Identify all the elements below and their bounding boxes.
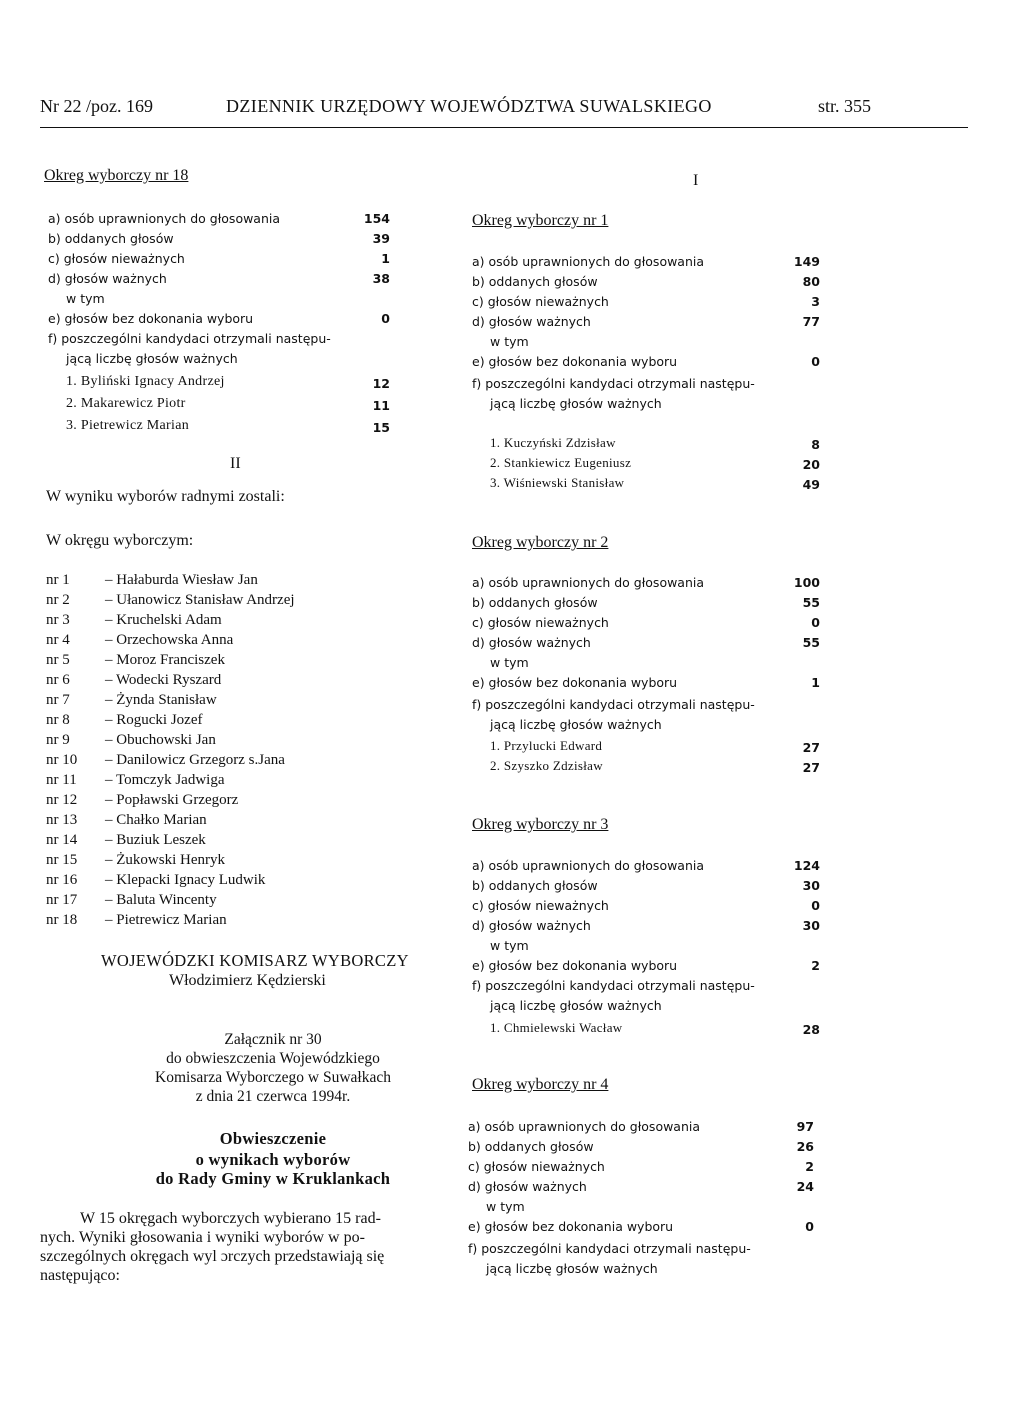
stat-value: 0 — [811, 898, 820, 913]
stat-value: 2 — [811, 958, 820, 973]
stat-value: 77 — [802, 314, 820, 329]
candidate-votes: 27 — [802, 740, 820, 755]
stat-value: 0 — [811, 615, 820, 630]
elected-nr: nr 12 — [46, 792, 78, 808]
stat-label: w tym — [486, 1199, 525, 1214]
notice-line: o wynikach wyborów — [195, 1150, 351, 1169]
stat-label: a) osób uprawnionych do głosowania — [472, 858, 705, 873]
district-4-title: Okreg wyborczy nr 4 — [472, 1076, 609, 1093]
stat-label: f) poszczególni kandydaci otrzymali następu- — [472, 978, 755, 993]
section-i-label: I — [693, 172, 699, 189]
stat-label: a) osób uprawnionych do głosowania — [468, 1119, 701, 1134]
intro-line: szczególnych okręgach wyl ɔrczych przedstawiają się — [40, 1248, 385, 1265]
candidate-votes: 27 — [802, 760, 820, 775]
elected-name: – Rogucki Jozef — [105, 712, 203, 728]
candidate-votes: 49 — [802, 477, 820, 492]
elected-name: – Kruchelski Adam — [105, 612, 222, 628]
stat-value: 1 — [381, 251, 390, 266]
stat-label: b) oddanych głosów — [472, 878, 598, 893]
elected-name: – Żynda Stanisław — [105, 692, 217, 708]
candidate-votes: 11 — [372, 398, 390, 413]
stat-label: a) osób uprawnionych do głosowania — [472, 575, 705, 590]
stat-label: e) głosów bez dokonania wyboru — [472, 958, 678, 973]
elected-nr: nr 2 — [46, 592, 70, 608]
stat-value: 55 — [802, 595, 820, 610]
stat-label: c) głosów nieważnych — [48, 251, 185, 266]
stat-value: 0 — [805, 1219, 814, 1234]
elected-nr: nr 16 — [46, 872, 78, 888]
stat-label: a) osób uprawnionych do głosowania — [48, 211, 281, 226]
elected-name: – Żukowski Henryk — [105, 852, 225, 868]
stat-label: f) poszczególni kandydaci otrzymali następu- — [472, 376, 755, 391]
stat-label: c) głosów nieważnych — [472, 615, 609, 630]
stat-label: f) poszczególni kandydaci otrzymali następu- — [48, 331, 331, 346]
header-rule — [40, 127, 968, 128]
stat-value: 124 — [793, 858, 820, 873]
stat-label: jącą liczbę głosów ważnych — [486, 1261, 658, 1276]
stat-label: f) poszczególni kandydaci otrzymali następu- — [472, 697, 755, 712]
elected-name: – Danilowicz Grzegorz s.Jana — [105, 752, 285, 768]
candidate-name: 1. Kuczyński Zdzisław — [490, 435, 616, 450]
elected-name: – Wodecki Ryszard — [105, 672, 222, 688]
annex-line: do obwieszczenia Wojewódzkiego — [166, 1050, 380, 1067]
elected-name: – Popławski Grzegorz — [105, 792, 239, 808]
elected-nr: nr 17 — [46, 892, 78, 908]
district-1-title: Okreg wyborczy nr 1 — [472, 212, 609, 229]
elected-name: – Buziuk Leszek — [105, 832, 206, 848]
stat-label: c) głosów nieważnych — [468, 1159, 605, 1174]
elected-nr: nr 5 — [46, 652, 70, 668]
stat-label: b) oddanych głosów — [472, 274, 598, 289]
stat-value: 55 — [802, 635, 820, 650]
commissioner-title: WOJEWÓDZKI KOMISARZ WYBORCZY — [101, 951, 409, 970]
header-journal-title: DZIENNIK URZĘDOWY WOJEWÓDZTWA SUWALSKIEGO — [226, 96, 712, 116]
candidate-votes: 12 — [372, 376, 390, 391]
stat-value: 24 — [796, 1179, 814, 1194]
elected-nr: nr 18 — [46, 912, 78, 928]
stat-value: 26 — [796, 1139, 814, 1154]
elected-intro: W wyniku wyborów radnymi zostali: — [46, 488, 285, 505]
stat-label: d) głosów ważnych — [472, 635, 591, 650]
elected-name: – Klepacki Ignacy Ludwik — [105, 872, 266, 888]
stat-value: 39 — [372, 231, 390, 246]
candidate-name: 3. Wiśniewski Stanisław — [490, 475, 625, 490]
intro-line: nych. Wyniki głosowania i wyniki wyborów w po- — [40, 1229, 365, 1246]
annex-line: Komisarza Wyborczego w Suwałkach — [155, 1069, 391, 1086]
stat-label: c) głosów nieważnych — [472, 898, 609, 913]
stat-label: jącą liczbę głosów ważnych — [490, 998, 662, 1013]
elected-nr: nr 8 — [46, 712, 70, 728]
stat-label: d) głosów ważnych — [472, 314, 591, 329]
elected-nr: nr 14 — [46, 832, 78, 848]
candidate-name: 1. Przylucki Edward — [490, 738, 603, 753]
stat-label: jącą liczbę głosów ważnych — [490, 717, 662, 732]
elected-nr: nr 10 — [46, 752, 78, 768]
candidate-votes: 15 — [372, 420, 390, 435]
stat-value: 3 — [811, 294, 820, 309]
stat-label: jącą liczbę głosów ważnych — [66, 351, 238, 366]
stat-label: e) głosów bez dokonania wyboru — [472, 354, 678, 369]
header-page: str. 355 — [818, 96, 872, 116]
stat-label: w tym — [490, 655, 529, 670]
annex-line: z dnia 21 czerwca 1994r. — [195, 1088, 351, 1105]
stat-value: 100 — [793, 575, 820, 590]
candidate-name: 2. Szyszko Zdzisław — [490, 758, 603, 773]
stat-label: w tym — [490, 938, 529, 953]
stat-label: b) oddanych głosów — [48, 231, 174, 246]
district-18-title: Okreg wyborczy nr 18 — [44, 167, 189, 184]
stat-label: e) głosów bez dokonania wyboru — [468, 1219, 674, 1234]
stat-value: 30 — [802, 878, 820, 893]
stat-value: 1 — [811, 675, 820, 690]
elected-name: – Ułanowicz Stanisław Andrzej — [105, 592, 295, 608]
candidate-name: 2. Makarewicz Piotr — [66, 396, 186, 411]
stat-label: d) głosów ważnych — [48, 271, 167, 286]
stat-value: 97 — [796, 1119, 814, 1134]
stat-label: e) głosów bez dokonania wyboru — [472, 675, 678, 690]
notice-line: Obwieszczenie — [219, 1129, 327, 1148]
elected-name: – Baluta Wincenty — [105, 892, 217, 908]
candidate-votes: 20 — [802, 457, 820, 472]
stat-label: b) oddanych głosów — [472, 595, 598, 610]
stat-value: 149 — [793, 254, 820, 269]
commissioner-name: Włodzimierz Kędzierski — [169, 972, 326, 989]
elected-name: – Moroz Franciszek — [105, 652, 225, 668]
stat-label: b) oddanych głosów — [468, 1139, 594, 1154]
candidate-name: 2. Stankiewicz Eugeniusz — [490, 455, 632, 470]
elected-nr: nr 13 — [46, 812, 78, 828]
elected-name: – Obuchowski Jan — [105, 732, 216, 748]
stat-value: 0 — [811, 354, 820, 369]
stat-value: 154 — [363, 211, 390, 226]
elected-nr: nr 7 — [46, 692, 70, 708]
intro-line: następująco: — [40, 1267, 120, 1284]
stat-label: jącą liczbę głosów ważnych — [490, 396, 662, 411]
elected-name: – Orzechowska Anna — [105, 632, 234, 648]
stat-label: f) poszczególni kandydaci otrzymali następu- — [468, 1241, 751, 1256]
elected-name: – Hałaburda Wiesław Jan — [105, 572, 258, 588]
stat-label: e) głosów bez dokonania wyboru — [48, 311, 254, 326]
elected-name: – Chałko Marian — [105, 812, 207, 828]
candidate-name: 1. Chmielewski Wacław — [490, 1020, 623, 1035]
candidate-votes: 8 — [811, 437, 820, 452]
elected-nr: nr 9 — [46, 732, 70, 748]
elected-nr: nr 3 — [46, 612, 70, 628]
elected-nr: nr 4 — [46, 632, 70, 648]
stat-value: 0 — [381, 311, 390, 326]
stat-value: 30 — [802, 918, 820, 933]
candidate-votes: 28 — [802, 1022, 820, 1037]
district-intro: W okręgu wyborczym: — [46, 532, 194, 549]
stat-value: 38 — [372, 271, 390, 286]
section-ii-label: II — [230, 455, 241, 472]
stat-label: d) głosów ważnych — [472, 918, 591, 933]
stat-value: 2 — [805, 1159, 814, 1174]
candidate-name: 1. Byliński Ignacy Andrzej — [66, 374, 225, 389]
stat-label: c) głosów nieważnych — [472, 294, 609, 309]
stat-label: w tym — [490, 334, 529, 349]
elected-name: – Pietrewicz Marian — [105, 912, 227, 928]
district-3-title: Okreg wyborczy nr 3 — [472, 816, 609, 833]
stat-label: d) głosów ważnych — [468, 1179, 587, 1194]
stat-label: a) osób uprawnionych do głosowania — [472, 254, 705, 269]
elected-nr: nr 6 — [46, 672, 70, 688]
elected-nr: nr 15 — [46, 852, 78, 868]
candidate-name: 3. Pietrewicz Marian — [66, 418, 190, 433]
annex-line: Załącznik nr 30 — [224, 1031, 322, 1048]
header-issue: Nr 22 /poz. 169 — [40, 96, 153, 116]
notice-line: do Rady Gminy w Kruklankach — [155, 1169, 391, 1188]
elected-nr: nr 1 — [46, 572, 70, 588]
elected-name: – Tomczyk Jadwiga — [105, 772, 225, 788]
district-2-title: Okreg wyborczy nr 2 — [472, 534, 609, 551]
elected-nr: nr 11 — [46, 772, 77, 788]
stat-value: 80 — [802, 274, 820, 289]
intro-line: W 15 okręgach wyborczych wybierano 15 rad- — [80, 1210, 381, 1227]
stat-label: w tym — [66, 291, 105, 306]
